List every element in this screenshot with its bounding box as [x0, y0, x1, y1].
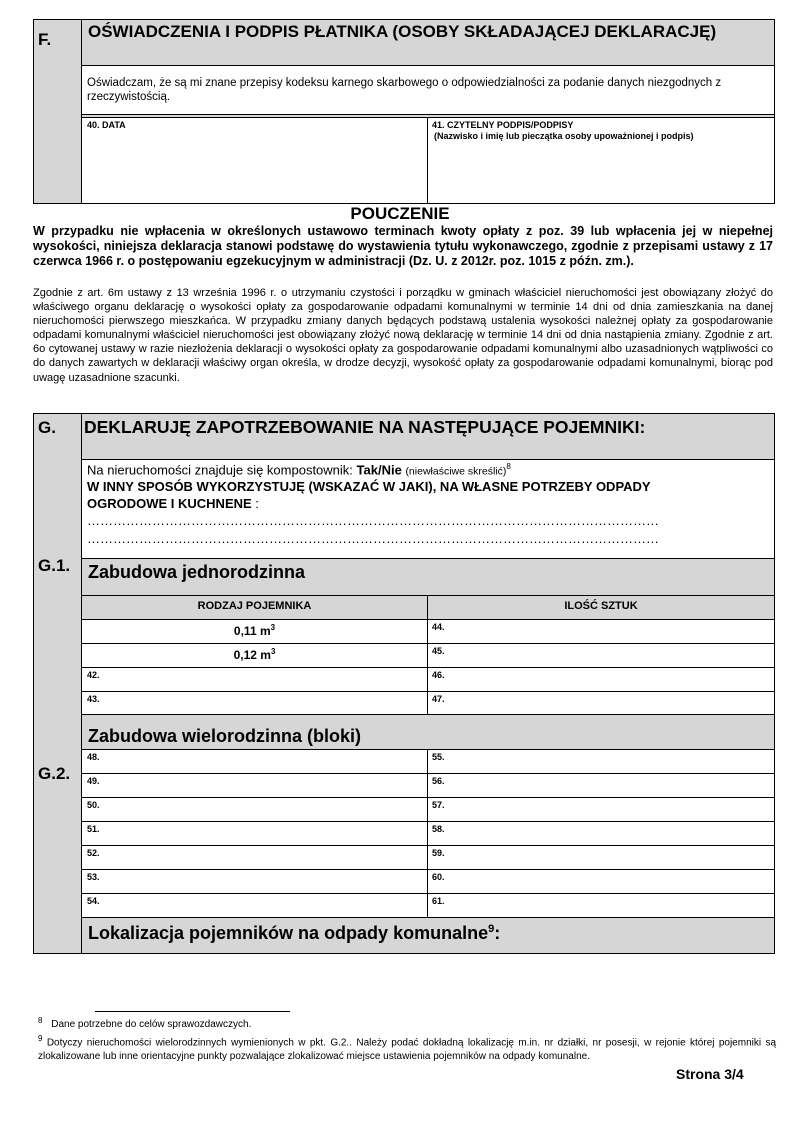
g1-row-1-type-value: 0,11 $m^3$ — [233, 623, 276, 638]
compost-box — [82, 459, 774, 558]
other-use-label: W INNY SPOSÓB WYKORZYSTUJĘ (WSKAZAĆ W JAKI), NA WŁASNE POTRZEBY ODPADY OGRODOWE I KUCHNENE — [87, 479, 651, 511]
footnote-8-text: Dane potrzebne do celów sprawozdawczych. — [51, 1019, 252, 1031]
localization-footnote-ref: 9 — [488, 923, 495, 935]
g2-row-3-type[interactable] — [82, 797, 427, 821]
other-use-text — [87, 478, 727, 512]
g2-row-1-type-label: 48. — [87, 752, 100, 762]
g2-table — [82, 749, 774, 917]
footnote-8 — [38, 1016, 778, 1030]
g2-row-7-type[interactable] — [82, 893, 427, 917]
compost-line — [87, 462, 511, 477]
footnote-9-num: 9 — [38, 1034, 43, 1043]
section-g-letter-column — [34, 414, 82, 953]
g2-row-6-type[interactable] — [82, 869, 427, 893]
g1-title: Zabudowa jednorodzinna — [88, 562, 305, 582]
g1-row-3-qty-label: 46. — [432, 670, 445, 680]
g1-row-2-type — [82, 643, 427, 667]
pouczenie-title: POUCZENIE — [350, 204, 450, 223]
footnote-rule — [95, 1011, 290, 1012]
g2-row-2-type[interactable] — [82, 773, 427, 797]
g1-row-4-type-label: 43. — [87, 694, 100, 704]
g2-row-1-qty[interactable] — [427, 749, 774, 773]
pouczenie-text: Zgodnie z art. 6m ustawy z 13 września 1996 r. o utrzymaniu czystości i porządku w gminach właściciel nieruchomości jest obowiązany złożyć do właściwego organu deklarację o wysokości opłaty za gospodarowanie odpadami komunalnymi w terminie 14 dni od dnia zamieszkania na danej nieruchomości pierwszego mieszkańca. W przypadku zmiany danych będących podstawą ustalenia wysokości należnej opłaty za gospodarowanie odpadami komunalnymi właściciel nieruchomości jest obowiązany złożyć nową deklarację w terminie 14 dni od dnia nastąpienia zmiany. Zgodnie z art. 6o cytowanej ustawy w razie niezłożenia deklaracji o wysokości opłaty za gospodarowanie odpadami komunalnymi albo uzasadnionych wątpliwości co do danych zawartych w deklaracji właściwy organ określa, w drodze decyzji, wysokość opłaty za gospodarowanie odpadami komunalnymi, biorąc pod uwagę uzasadnione szacunki. — [33, 287, 773, 384]
section-f-letter: F. — [38, 30, 52, 49]
g2-row-7-type-label: 54. — [87, 896, 100, 906]
other-use-dots-1[interactable]: …………………………………………………………………………………………………………………… — [87, 513, 659, 528]
g2-row-4-qty[interactable] — [427, 821, 774, 845]
footnote-9-text: Dotyczy nieruchomości wielorodzinnych wymienionych w pkt. G.2.. Należy podać dokładną lokalizację m.in. nr działki, nr posesji, w rejonie której pojemniki są zlokalizowane lub inne orientacyjne punkty pozwalające zlokalizować miejsce ustawienia pojemników na odpady komunalne. — [38, 1037, 777, 1062]
g2-row-2-type-label: 49. — [87, 776, 100, 786]
g2-row-2-qty-label: 56. — [432, 776, 445, 786]
g2-row-7-qty[interactable] — [427, 893, 774, 917]
compost-choice[interactable]: Tak/Nie — [356, 462, 402, 478]
section-f — [33, 19, 775, 204]
date-label: 40. DATA — [87, 120, 126, 130]
col-type-label: RODZAJ POJEMNIKA — [197, 600, 312, 612]
page-number: Strona 3/4 — [676, 1066, 744, 1082]
section-g-title: DEKLARUJĘ ZAPOTRZEBOWANIE NA NASTĘPUJĄCE POJEMNIKI: — [84, 417, 646, 437]
compost-prefix: Na nieruchomości znajduje się kompostownik: — [87, 462, 353, 478]
g2-row-5-qty-label: 59. — [432, 848, 445, 858]
g2-title: Zabudowa wielorodzinna (bloki) — [88, 726, 361, 746]
other-use-dots-2[interactable]: …………………………………………………………………………………………………………………… — [87, 531, 659, 546]
section-f-title: OŚWIADCZENIA I PODPIS PŁATNIKA (OSOBY SKŁADAJĄCEJ DEKLARACJĘ) — [88, 22, 717, 41]
g2-row-5-type-label: 52. — [87, 848, 100, 858]
g1-letter: G.1. — [38, 556, 71, 575]
g2-row-5-type[interactable] — [82, 845, 427, 869]
g2-row-4-type-label: 51. — [87, 824, 100, 834]
g2-row-3-qty-label: 57. — [432, 800, 445, 810]
signature-label: 41. CZYTELNY PODPIS/PODPISY — [432, 120, 574, 130]
g2-letter: G.2. — [38, 764, 71, 783]
g2-row-1-type[interactable] — [82, 749, 427, 773]
g1-row-1-qty-label: 44. — [432, 622, 445, 632]
g1-header — [82, 558, 774, 595]
column-header-qty — [427, 595, 774, 619]
g1-row-1-type — [82, 619, 427, 643]
statement-text: Oświadczam, że są mi znane przepisy kodeksu karnego skarbowego o odpowiedzialności za podanie danych niezgodnych z rzeczywistością. — [87, 77, 722, 103]
g1-row-4-qty-label: 47. — [432, 694, 445, 704]
g1-row-2-qty[interactable] — [427, 643, 774, 667]
g1-row-2-type-value: 0,12 $m^3$ — [233, 647, 276, 662]
localization-header — [82, 917, 774, 953]
compost-note: (niewłaściwe skreślić) — [405, 465, 507, 478]
g2-row-6-qty[interactable] — [427, 869, 774, 893]
other-use-colon: : — [255, 496, 259, 511]
g2-row-5-qty[interactable] — [427, 845, 774, 869]
g2-row-6-type-label: 53. — [87, 872, 100, 882]
column-header-type — [82, 595, 427, 619]
signature-sublabel: (Nazwisko i imię lub pieczątka osoby upoważnionej i podpis) — [434, 131, 694, 141]
g1-row-4-type[interactable] — [82, 691, 427, 714]
g1-row-3-type-label: 42. — [87, 670, 100, 680]
g1-table — [82, 619, 774, 714]
g1-row-4-qty[interactable] — [427, 691, 774, 714]
g2-row-2-qty[interactable] — [427, 773, 774, 797]
g2-row-4-type[interactable] — [82, 821, 427, 845]
g1-row-2-qty-label: 45. — [432, 646, 445, 656]
compost-footnote-ref: 8 — [506, 462, 511, 471]
g2-row-3-qty[interactable] — [427, 797, 774, 821]
localization-title: Lokalizacja pojemników na odpady komunalne$^9$: — [88, 923, 501, 943]
g2-row-6-qty-label: 60. — [432, 872, 445, 882]
pouczenie-bold-text: W przypadku nie wpłacenia w określonych ustawowo terminach kwoty opłaty z poz. 39 lub wpłacenia jej w niepełnej wysokości, niniejsza deklaracja stanowi podstawę do wystawienia tytułu wykonawczego, zgodnie z przepisami ustawy z 17 czerwca 1966 r. o postępowaniu egzekucyjnym w administracji (Dz. U. z 2012r. poz. 1015 z późn. zm.). — [33, 224, 773, 268]
section-g — [33, 413, 775, 954]
footnote-9 — [38, 1032, 776, 1063]
signature-field[interactable] — [427, 117, 774, 203]
footnote-8-num: 8 — [38, 1016, 43, 1025]
g1-row-3-qty[interactable] — [427, 667, 774, 691]
g2-row-4-qty-label: 58. — [432, 824, 445, 834]
g2-row-3-type-label: 50. — [87, 800, 100, 810]
g1-row-1-qty[interactable] — [427, 619, 774, 643]
section-g-letter: G. — [38, 418, 56, 437]
statement-box — [82, 65, 774, 114]
col-qty-label: ILOŚĆ SZTUK — [564, 600, 638, 612]
g1-row-3-type[interactable] — [82, 667, 427, 691]
date-field[interactable] — [82, 117, 427, 203]
g2-header — [82, 714, 774, 749]
g2-row-1-qty-label: 55. — [432, 752, 445, 762]
g2-row-7-qty-label: 61. — [432, 896, 445, 906]
